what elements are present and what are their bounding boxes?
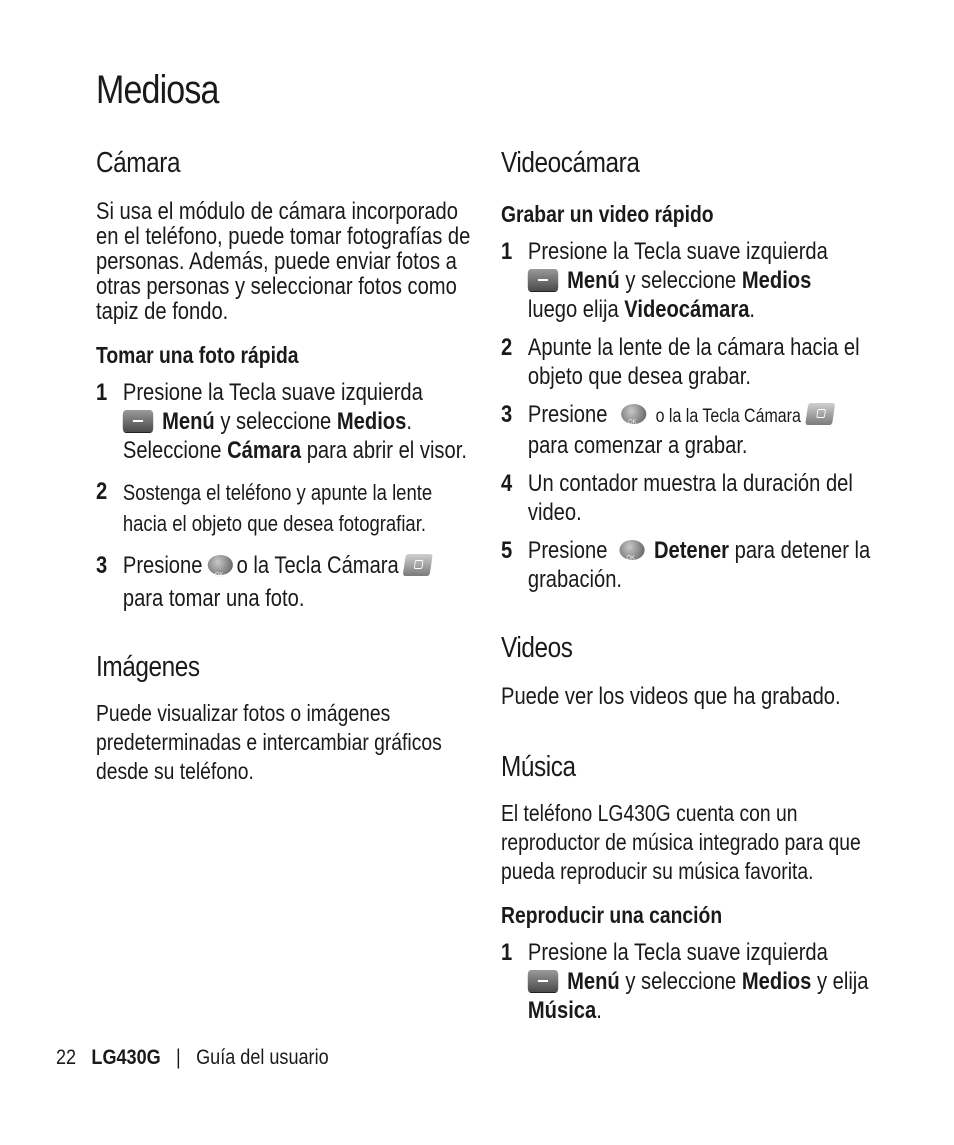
step-number: 3 (501, 401, 513, 428)
camara-step-1: 1 Presione la Tecla suave izquierda Menú y seleccione Medios. Seleccione Cámara para abrir el visor. (96, 379, 467, 464)
step-number: 3 (96, 552, 108, 579)
ok-key-icon (620, 540, 645, 560)
step-number: 4 (501, 470, 513, 497)
left-soft-key-icon (528, 970, 558, 992)
video-step-1: 1 Presione la Tecla suave izquierda Menú y seleccione Medios luego elija Videocámara. (501, 238, 828, 323)
camara-heading: Cámara (96, 147, 181, 179)
camara-step-2: 2 Sostenga el teléfono y apunte la lente hacia el objeto que desea fotografiar. (96, 477, 476, 539)
step-number: 1 (501, 939, 513, 966)
videocamara-subheading: Grabar un video rápido (501, 201, 714, 227)
videocamara-heading: Videocámara (501, 147, 640, 179)
right-column (501, 145, 901, 1025)
step-number: 2 (501, 334, 513, 361)
videos-text: Puede ver los videos que ha grabado. (501, 683, 841, 710)
camara-step-3: 3 Presione OK o la Tecla Cámara para tomar una foto. (96, 549, 476, 615)
musica-heading: Música (501, 751, 576, 783)
page-number: 22 (56, 1046, 77, 1069)
imagenes-heading: Imágenes (96, 651, 200, 683)
video-step-2: 2 Apunte la lente de la cámara hacia el objeto que desea grabar. (501, 334, 860, 390)
ok-key-icon (621, 404, 646, 424)
camera-key-icon (805, 403, 835, 425)
footer-separator: | (176, 1046, 181, 1069)
left-column (96, 145, 476, 786)
step-number: 1 (96, 379, 108, 406)
camera-key-icon (403, 554, 433, 576)
guide-title: Guía del usuario (196, 1046, 329, 1069)
video-step-3: 3 Presione OK o la la Tecla Cámara para comenzar a grabar. (501, 400, 901, 460)
imagenes-text: Puede visualizar fotos o imágenes predeterminadas e intercambiar gráficos desde su teléfono. (96, 700, 442, 784)
video-step-5: 5 Presione OK Detener para detener la grabación. (501, 536, 901, 594)
musica-subheading: Reproducir una canción (501, 902, 723, 928)
musica-text: El teléfono LG430G cuenta con un reproductor de música integrado para que pueda reproducir su música favorita. (501, 800, 861, 884)
step-number: 5 (501, 537, 513, 564)
camara-intro: Si usa el módulo de cámara incorporado en el teléfono, puede tomar fotografías de personas. Además, puede enviar fotos a otras personas y seleccionar fotos como tapiz de fondo. (96, 198, 471, 325)
step-number: 2 (96, 478, 108, 505)
page-footer (56, 1046, 329, 1070)
page-title: Mediosa (96, 68, 219, 112)
musica-step-1: 1 Presione la Tecla suave izquierda Menú y seleccione Medios y elija Música. (501, 939, 869, 1024)
camara-subheading: Tomar una foto rápida (96, 342, 299, 368)
videos-heading: Videos (501, 632, 573, 664)
step-number: 1 (501, 238, 513, 265)
left-soft-key-icon (528, 269, 558, 291)
left-soft-key-icon (123, 410, 153, 432)
model-name: LG430G (91, 1046, 161, 1069)
video-step-4: 4 Un contador muestra la duración del video. (501, 470, 853, 526)
ok-key-icon (208, 555, 233, 575)
